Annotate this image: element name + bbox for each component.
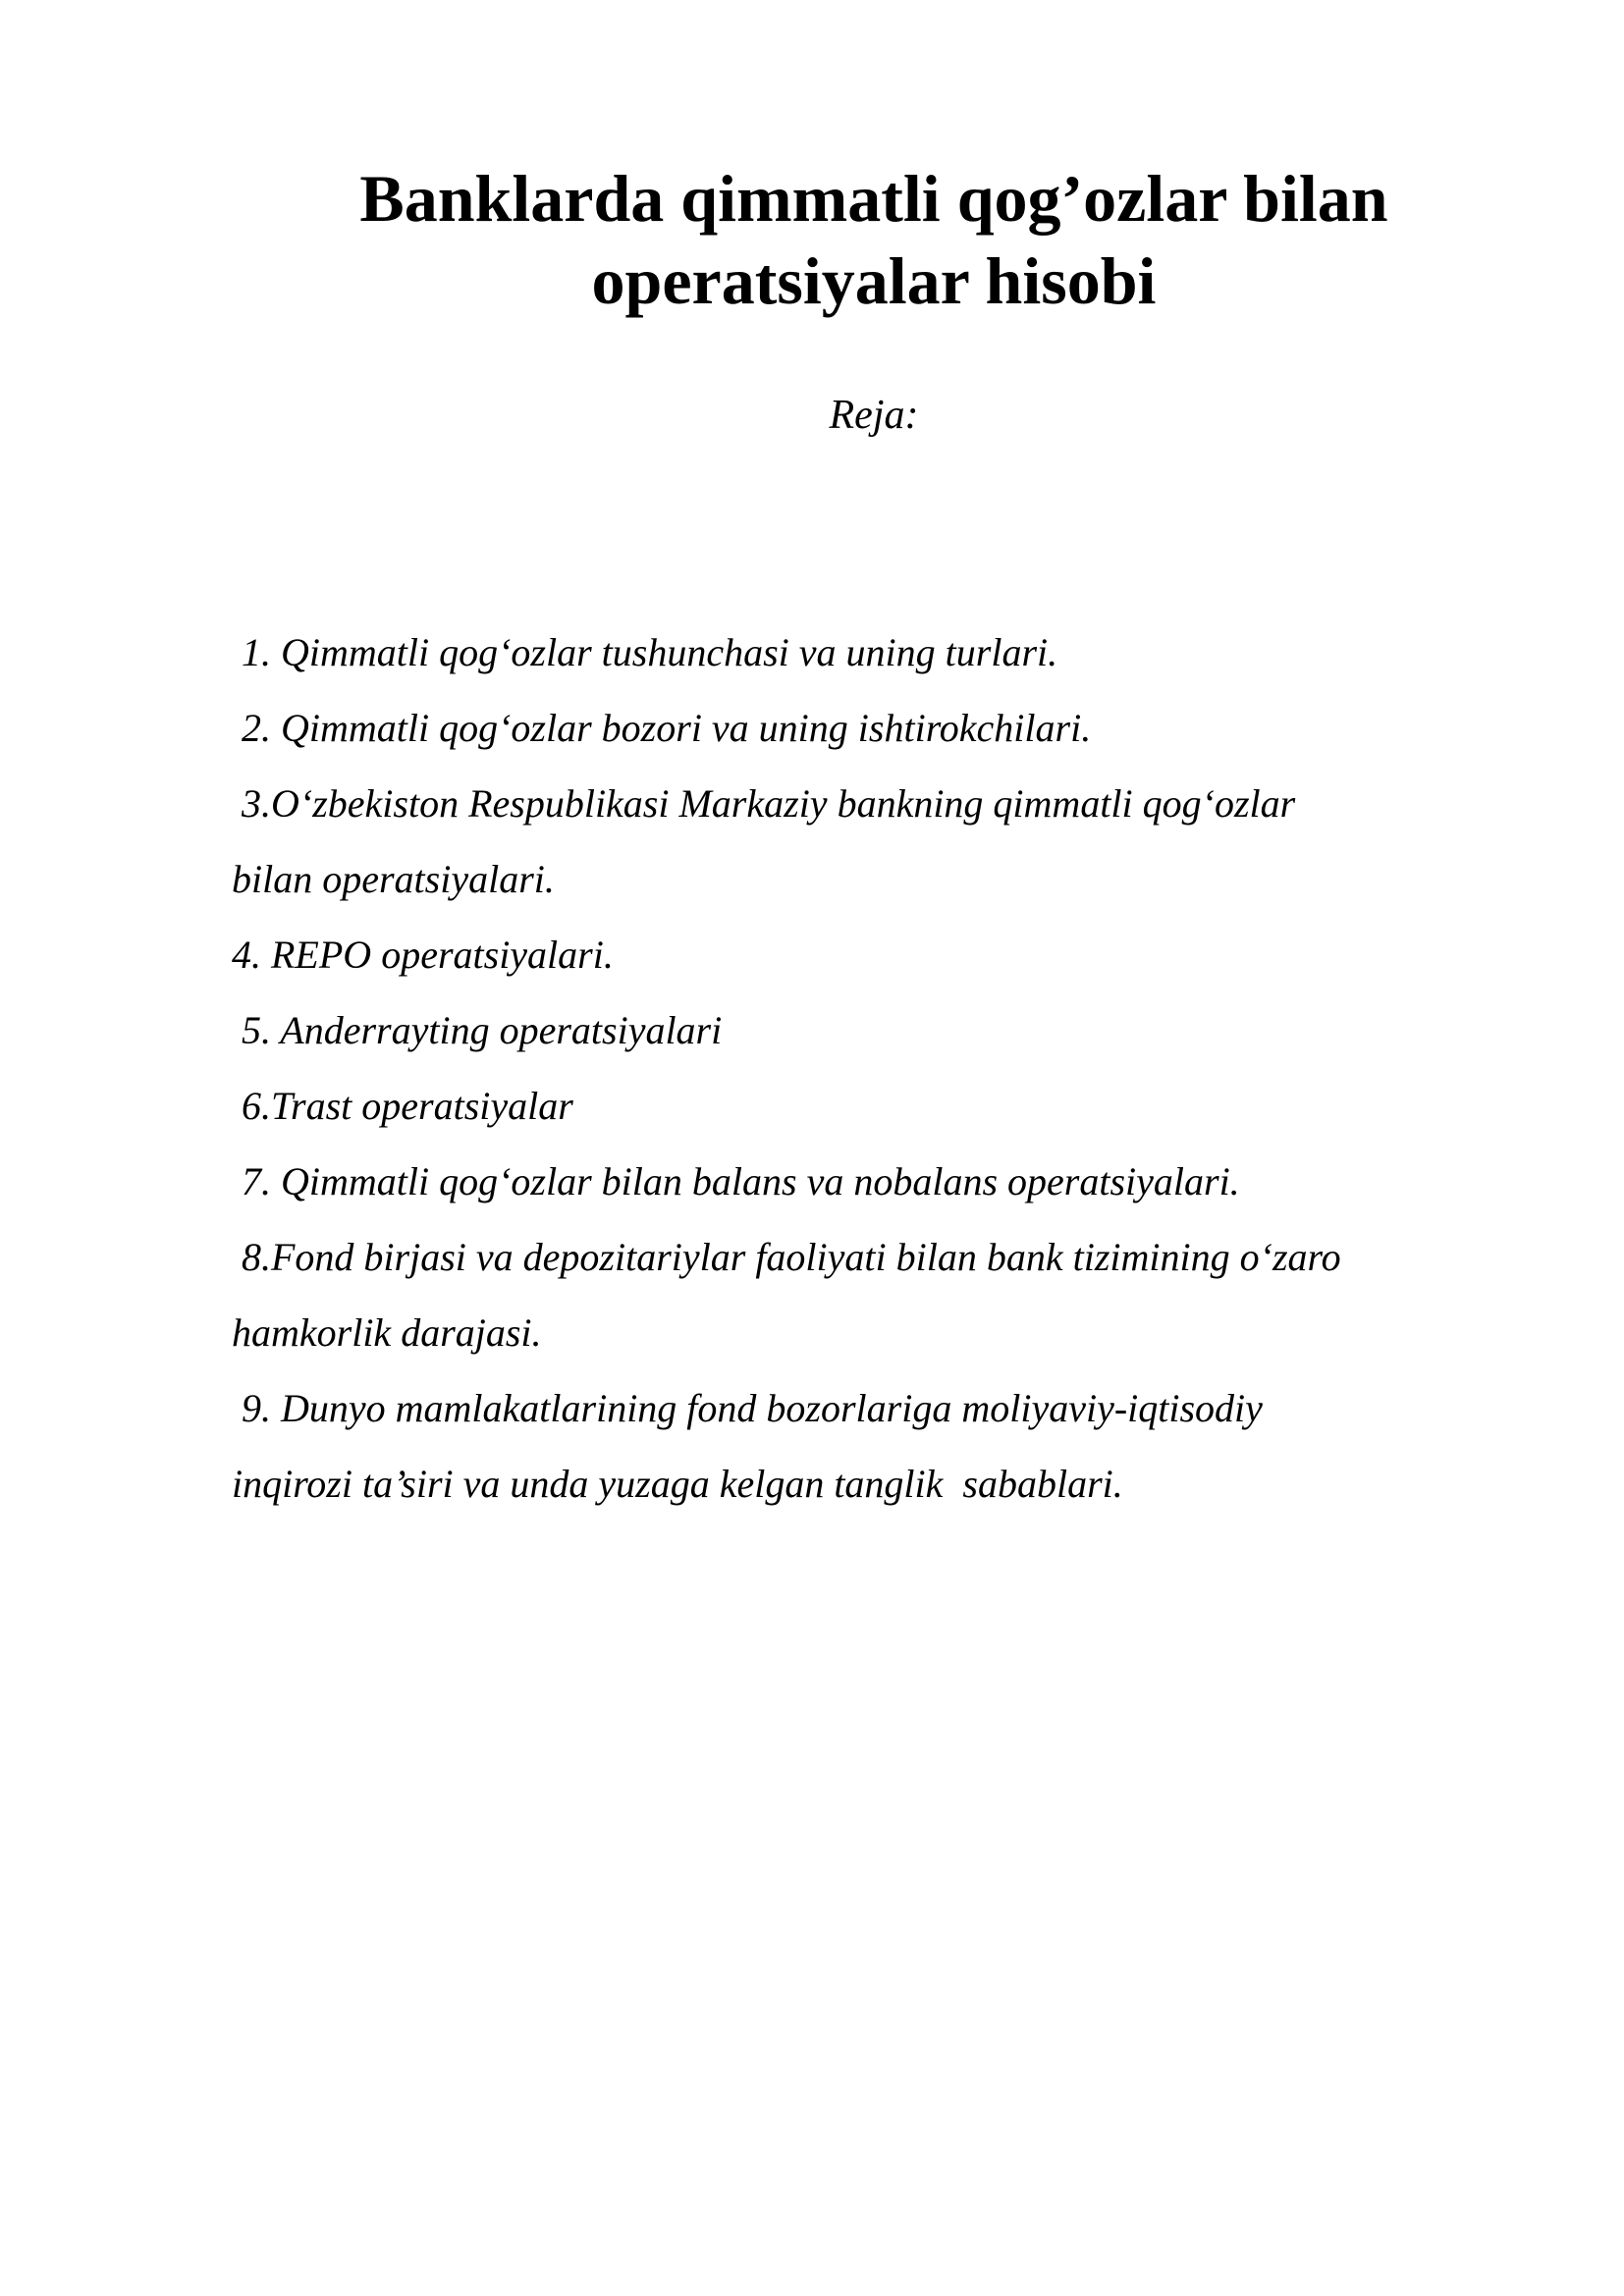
- plan-item-text: 3.O‘zbekiston Respublikasi Markaziy bankning qimmatli qog‘ozlar: [232, 781, 1296, 826]
- plan-heading: Reja:: [829, 393, 919, 438]
- plan-item: [232, 1144, 1508, 1219]
- plan-item: [232, 690, 1508, 766]
- plan-item: [232, 917, 1508, 992]
- plan-item: [232, 1370, 1508, 1522]
- plan-item-text: 2. Qimmatli qog‘ozlar bozori va uning ishtirokchilari.: [232, 706, 1092, 750]
- plan-item-text: 7. Qimmatli qog‘ozlar bilan balans va nobalans operatsiyalari.: [232, 1159, 1240, 1203]
- plan-item-text: 9. Dunyo mamlakatlarining fond bozorlariga moliyaviy-iqtisodiy: [232, 1386, 1263, 1430]
- plan-item-continuation: bilan operatsiyalari.: [232, 857, 555, 901]
- plan-item: [232, 614, 1508, 690]
- plan-item: [232, 992, 1508, 1068]
- title-line-1: Banklarda qimmatli qog’ozlar bilan: [359, 161, 1388, 236]
- plan-item: [232, 1068, 1508, 1144]
- plan-list: [232, 614, 1508, 1522]
- plan-item: [232, 766, 1508, 917]
- plan-item-text: 1. Qimmatli qog‘ozlar tushunchasi va uning turlari.: [232, 630, 1058, 674]
- plan-item-continuation: hamkorlik darajasi.: [232, 1310, 542, 1355]
- document-title: [236, 157, 1512, 322]
- plan-item-text: 8.Fond birjasi va depozitariylar faoliyati bilan bank tizimining o‘zaro: [232, 1235, 1341, 1279]
- plan-item-text: 6.Trast operatsiyalar: [232, 1084, 573, 1128]
- title-line-2: operatsiyalar hisobi: [591, 243, 1157, 318]
- plan-item-continuation: inqirozi ta’siri va unda yuzaga kelgan tanglik sabablari.: [232, 1462, 1123, 1506]
- plan-item-text: 4. REPO operatsiyalari.: [232, 933, 614, 977]
- plan-item: [232, 1219, 1508, 1370]
- plan-item-text: 5. Anderrayting operatsiyalari: [232, 1008, 723, 1052]
